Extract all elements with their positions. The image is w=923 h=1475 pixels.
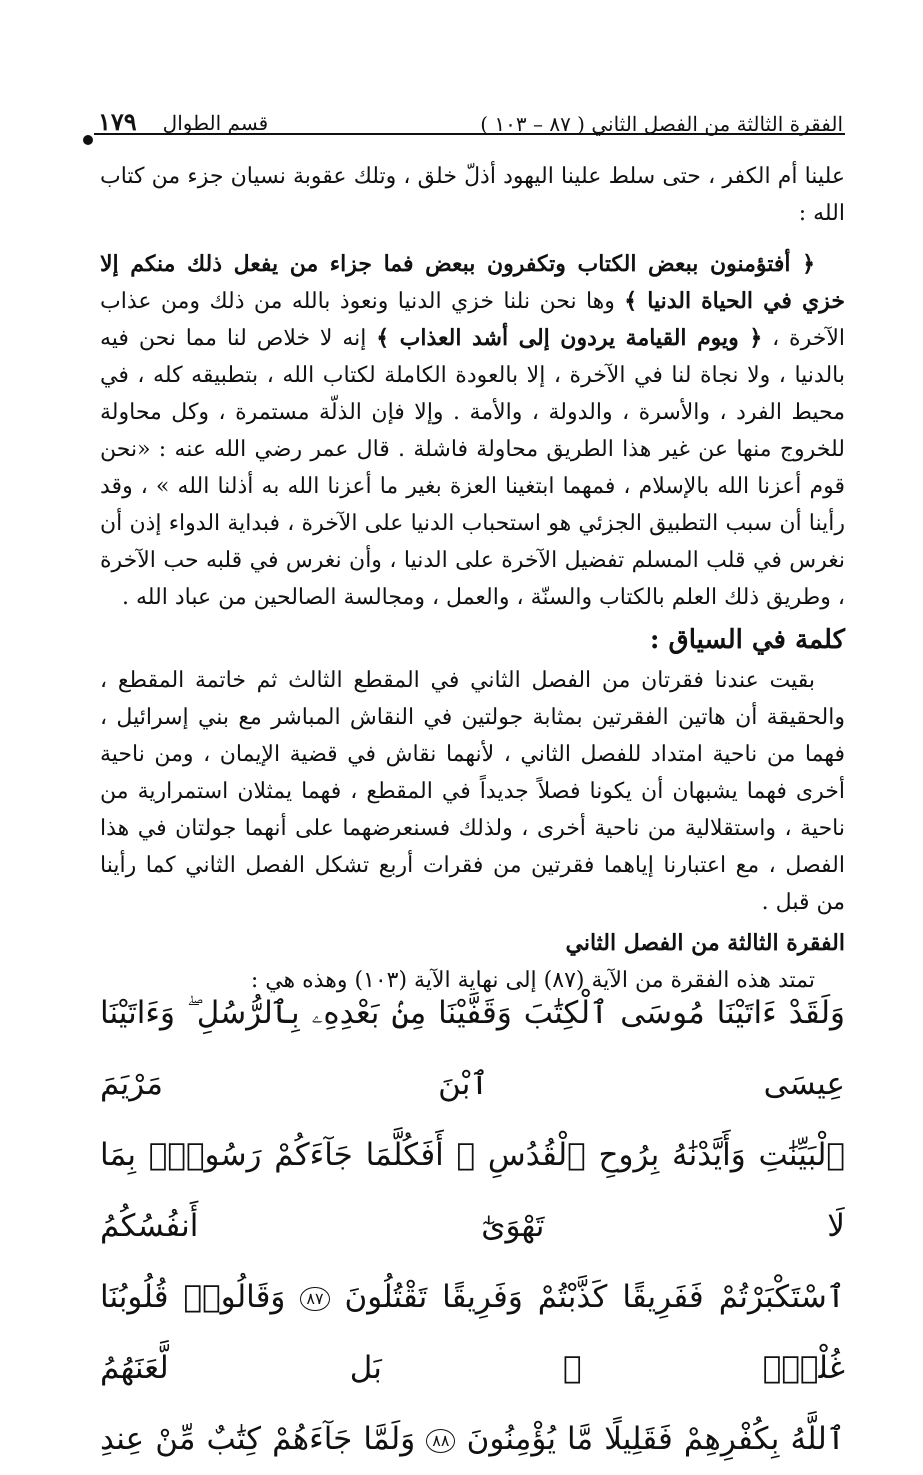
heading-context: كلمة في السياق : [649, 625, 845, 655]
page-number: ١٧٩ [98, 107, 137, 136]
quran-quote-2: ﴿ ويوم القيامة يردون إلى أشد العذاب ﴾ [376, 325, 763, 351]
ayah-number-88: ٨٨ [426, 1429, 455, 1453]
verse-line-2: ٱلْبَيِّنَٰتِ وَأَيَّدْنَٰهُ بِرُوحِ ٱلْقُدُسِ ۗ أَفَكُلَّمَا جَآءَكُمْ رَسُولٌۢ بِمَا لَا تَهْوَىٰٓ أَنفُسُكُمُ [100, 1137, 845, 1244]
verse-line-3 [100, 1262, 845, 1404]
paragraph-2-text-b: إنه لا خلاص لنا مما نحن فيه بالدنيا ، ولا نجاة لنا في الآخرة ، إلا بالعودة الكاملة لكتاب الله ، بتطبيقه كله ، في محيط الفرد ، والأسرة ، والدولة ، والأمة . وإلا فإن الذلّة مستمرة ، وكل محاولة للخروج منها عن غير هذا الطريق محاولة فاشلة . قال عمر رضي الله عنه : «نحن قوم أعزنا الله بالإسلام ، فمهما ابتغينا العزة بغير ما أعزنا الله به أذلنا الله » ، وقد رأينا أن سبب التطبيق الجزئي هو استحباب الدنيا على الآخرة ، فبداية الدواء إذن أن نغرس في قلب المسلم تفضيل الآخرة على الدنيا ، وأن نغرس في قلبه حب الآخرة ، وطريق ذلك العلم بالكتاب والسنّة ، والعمل ، ومجالسة الصالحين من عباد الله . [100, 326, 845, 610]
paragraph-3: بقيت عندنا فقرتان من الفصل الثاني في المقطع الثالث ثم خاتمة المقطع ، والحقيقة أن هاتين الفقرتين بمثابة جولتين في النقاش المباشر مع بني إسرائيل ، فهما من ناحية امتداد للفصل الثاني ، لأنهما نقاش في قضية الإيمان ، ومن ناحية أخرى فهما يشبهان أن يكونا فصلاً جديداً في المقطع ، فهما يمثلان استمرارية من ناحية ، واستقلالية من ناحية أخرى ، ولذلك فسنعرضهما على أنهما جولتان في هذا الفصل ، مع اعتبارنا إياهما فقرتين من فقرات أربع تشكل الفصل الثاني كما رأينا من قبل . [100, 668, 845, 915]
header-rule [94, 133, 845, 135]
corner-mark [83, 135, 93, 145]
verse-line-4-b: وَلَمَّا جَآءَهُمْ كِتَٰبٌ مِّنْ عِندِ [100, 1421, 416, 1457]
paragraph-4: تمتد هذه الفقرة من الآية (٨٧) إلى نهاية الآية (١٠٣) وهذه هي : [250, 968, 815, 993]
quran-verses [100, 978, 845, 1475]
paragraph-1: علينا أم الكفر ، حتى سلط علينا اليهود أذلّ خلق ، وتلك عقوبة نسيان جزء من كتاب الله : [100, 164, 845, 226]
paragraph-2 [100, 246, 845, 616]
part-name: قسم الطوال [162, 111, 269, 135]
main-text [100, 158, 845, 999]
header-left-group [98, 107, 268, 136]
paragraph-2-text-a: وها نحن نلنا خزي الدنيا ونعوذ بالله من ذلك ومن عذاب الآخرة ، [100, 289, 845, 351]
section-title: الفقرة الثالثة من الفصل الثاني ( ٨٧ – ١٠٣ ) [480, 112, 843, 136]
quran-quote-1: ﴿ أفتؤمنون ببعض الكتاب وتكفرون ببعض فما جزاء من يفعل ذلك منكم إلا خزي في الحياة الدنيا ﴾ [100, 251, 845, 314]
running-header [98, 96, 843, 136]
ayah-number-87: ٨٧ [300, 1287, 329, 1311]
verse-line-4-a: ٱللَّهُ بِكُفْرِهِمْ فَقَلِيلًا مَّا يُؤْمِنُونَ [466, 1421, 845, 1457]
subheading-section: الفقرة الثالثة من الفصل الثاني [565, 930, 845, 956]
verse-line-3-a: ٱسْتَكْبَرْتُمْ فَفَرِيقًا كَذَّبْتُمْ وَفَرِيقًا تَقْتُلُونَ [344, 1279, 846, 1315]
verse-line-4 [100, 1404, 845, 1475]
verse-line-3-b: وَقَالُوا۟ قُلُوبُنَا غُلْفٌۢ ۚ بَل لَّعَنَهُمُ [100, 1279, 845, 1386]
verse-line-1: وَلَقَدْ ءَاتَيْنَا مُوسَى ٱلْكِتَٰبَ وَقَفَّيْنَا مِنۢ بَعْدِهِۦ بِٱلرُّسُلِ ۖ وَءَاتَيْنَا عِيسَى ٱبْنَ مَرْيَمَ [100, 995, 845, 1102]
